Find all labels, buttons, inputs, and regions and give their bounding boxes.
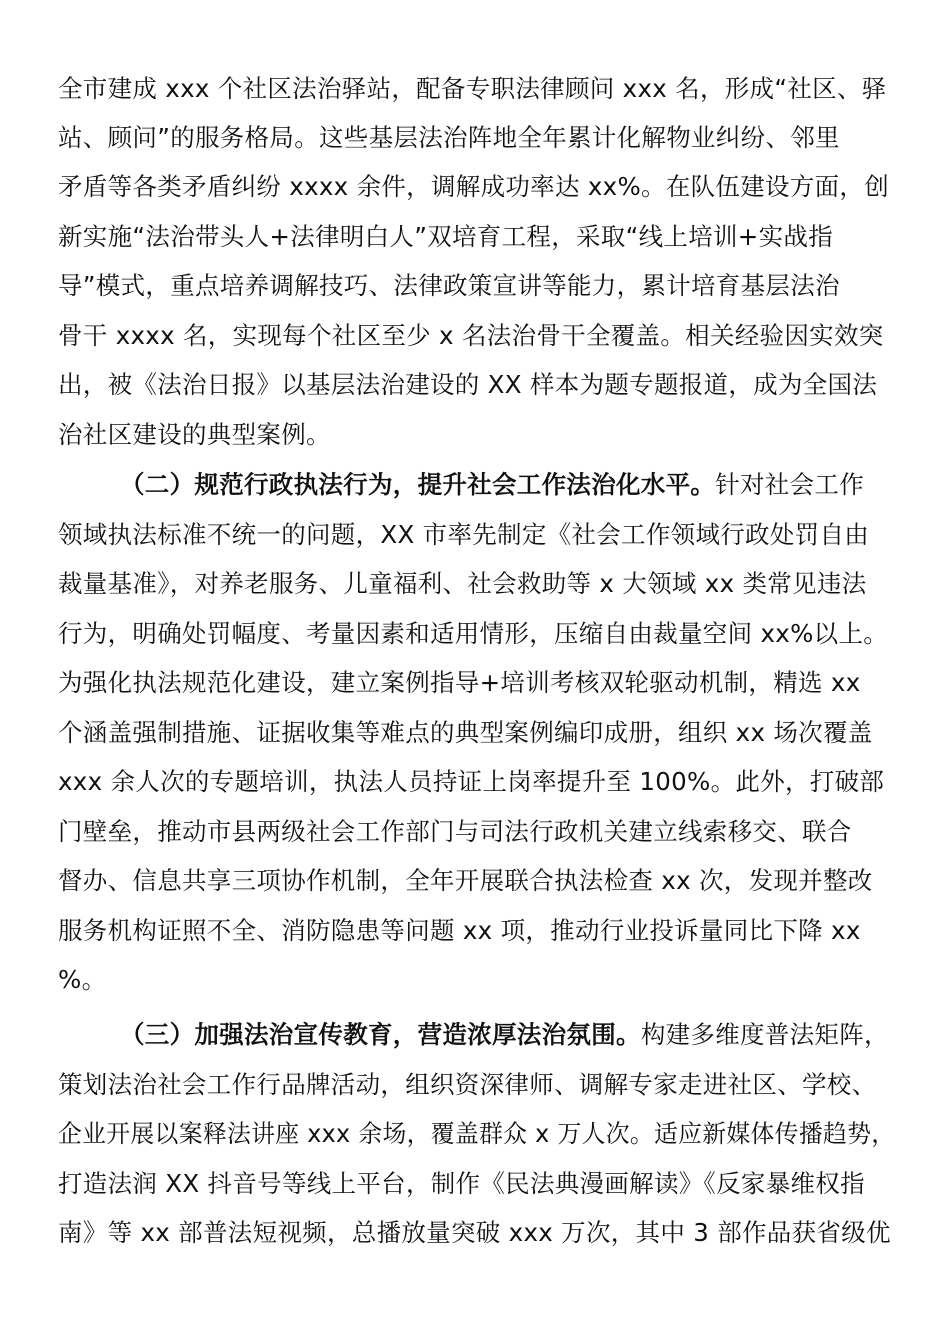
section-2-lead-text: 针对社会工作 (715, 470, 865, 499)
section-2-first-line (120, 465, 864, 505)
section-3-heading: （三）加强法治宣传教育，营造浓厚法治氛围。 (120, 1020, 641, 1049)
text-line: 督办、信息共享三项协作机制，全年开展联合执法检查 xx 次，发现并整改 (58, 866, 873, 895)
text-line: 新实施“法治带头人+法律明白人”双培育工程，采取“线上培训+实战指 (58, 222, 834, 251)
section-2-heading: （二）规范行政执法行为，提升社会工作法治化水平。 (120, 470, 716, 499)
text-line: 出，被《法治日报》以基层法治建设的 XX 样本为题专题报道，成为全国法 (58, 370, 878, 399)
text-line: 站、顾问”的服务格局。这些基层法治阵地全年累计化解物业纠纷、邻里 (58, 123, 840, 152)
text-line: 导”模式，重点培养调解技巧、法律政策宣讲等能力，累计培育基层法治 (58, 271, 840, 300)
text-line: 个涵盖强制措施、证据收集等难点的典型案例编印成册，组织 xx 场次覆盖 (58, 718, 873, 747)
text-line: %。 (58, 965, 107, 994)
text-line: 治社区建设的典型案例。 (58, 420, 331, 449)
text-line: 打造法润 XX 抖音号等线上平台，制作《民法典漫画解读》《反家暴维权指 (58, 1169, 865, 1198)
text-line: 策划法治社会工作行品牌活动，组织资深律师、调解专家走进社区、学校、 (58, 1070, 877, 1099)
text-line: 骨干 xxxx 名，实现每个社区至少 x 名法治骨干全覆盖。相关经验因实效突 (58, 321, 884, 350)
text-line: 裁量基准》，对养老服务、儿童福利、社会救助等 x 大领域 xx 类常见违法 (58, 569, 867, 598)
text-line: 全市建成 xxx 个社区法治驿站，配备专职法律顾问 xxx 名，形成“社区、驿 (58, 74, 887, 103)
text-line: 服务机构证照不全、消防隐患等问题 xx 项，推动行业投诉量同比下降 xx (58, 916, 861, 945)
section-3-lead-text: 构建多维度普法矩阵， (640, 1020, 889, 1049)
text-line: 矛盾等各类矛盾纠纷 xxxx 余件，调解成功率达 xx%。在队伍建设方面，创 (58, 172, 890, 201)
text-line: 企业开展以案释法讲座 xxx 余场，覆盖群众 x 万人次。适应新媒体传播趋势， (58, 1119, 896, 1148)
text-line: 南》等 xx 部普法短视频，总播放量突破 xxx 万次，其中 3 部作品获省级优 (58, 1218, 891, 1247)
section-3-first-line (120, 1015, 889, 1055)
text-line: 门壁垒，推动市县两级社会工作部门与司法行政机关建立线索移交、联合 (58, 817, 852, 846)
text-line: 行为，明确处罚幅度、考量因素和适用情形，压缩自由裁量空间 xx%以上。 (58, 619, 889, 648)
text-line: 为强化执法规范化建设，建立案例指导+培训考核双轮驱动机制，精选 xx (58, 668, 861, 697)
text-line: 领域执法标准不统一的问题，XX 市率先制定《社会工作领域行政处罚自由 (58, 520, 870, 549)
text-line: xxx 余人次的专题培训，执法人员持证上岗率提升至 100%。此外，打破部 (58, 767, 885, 796)
